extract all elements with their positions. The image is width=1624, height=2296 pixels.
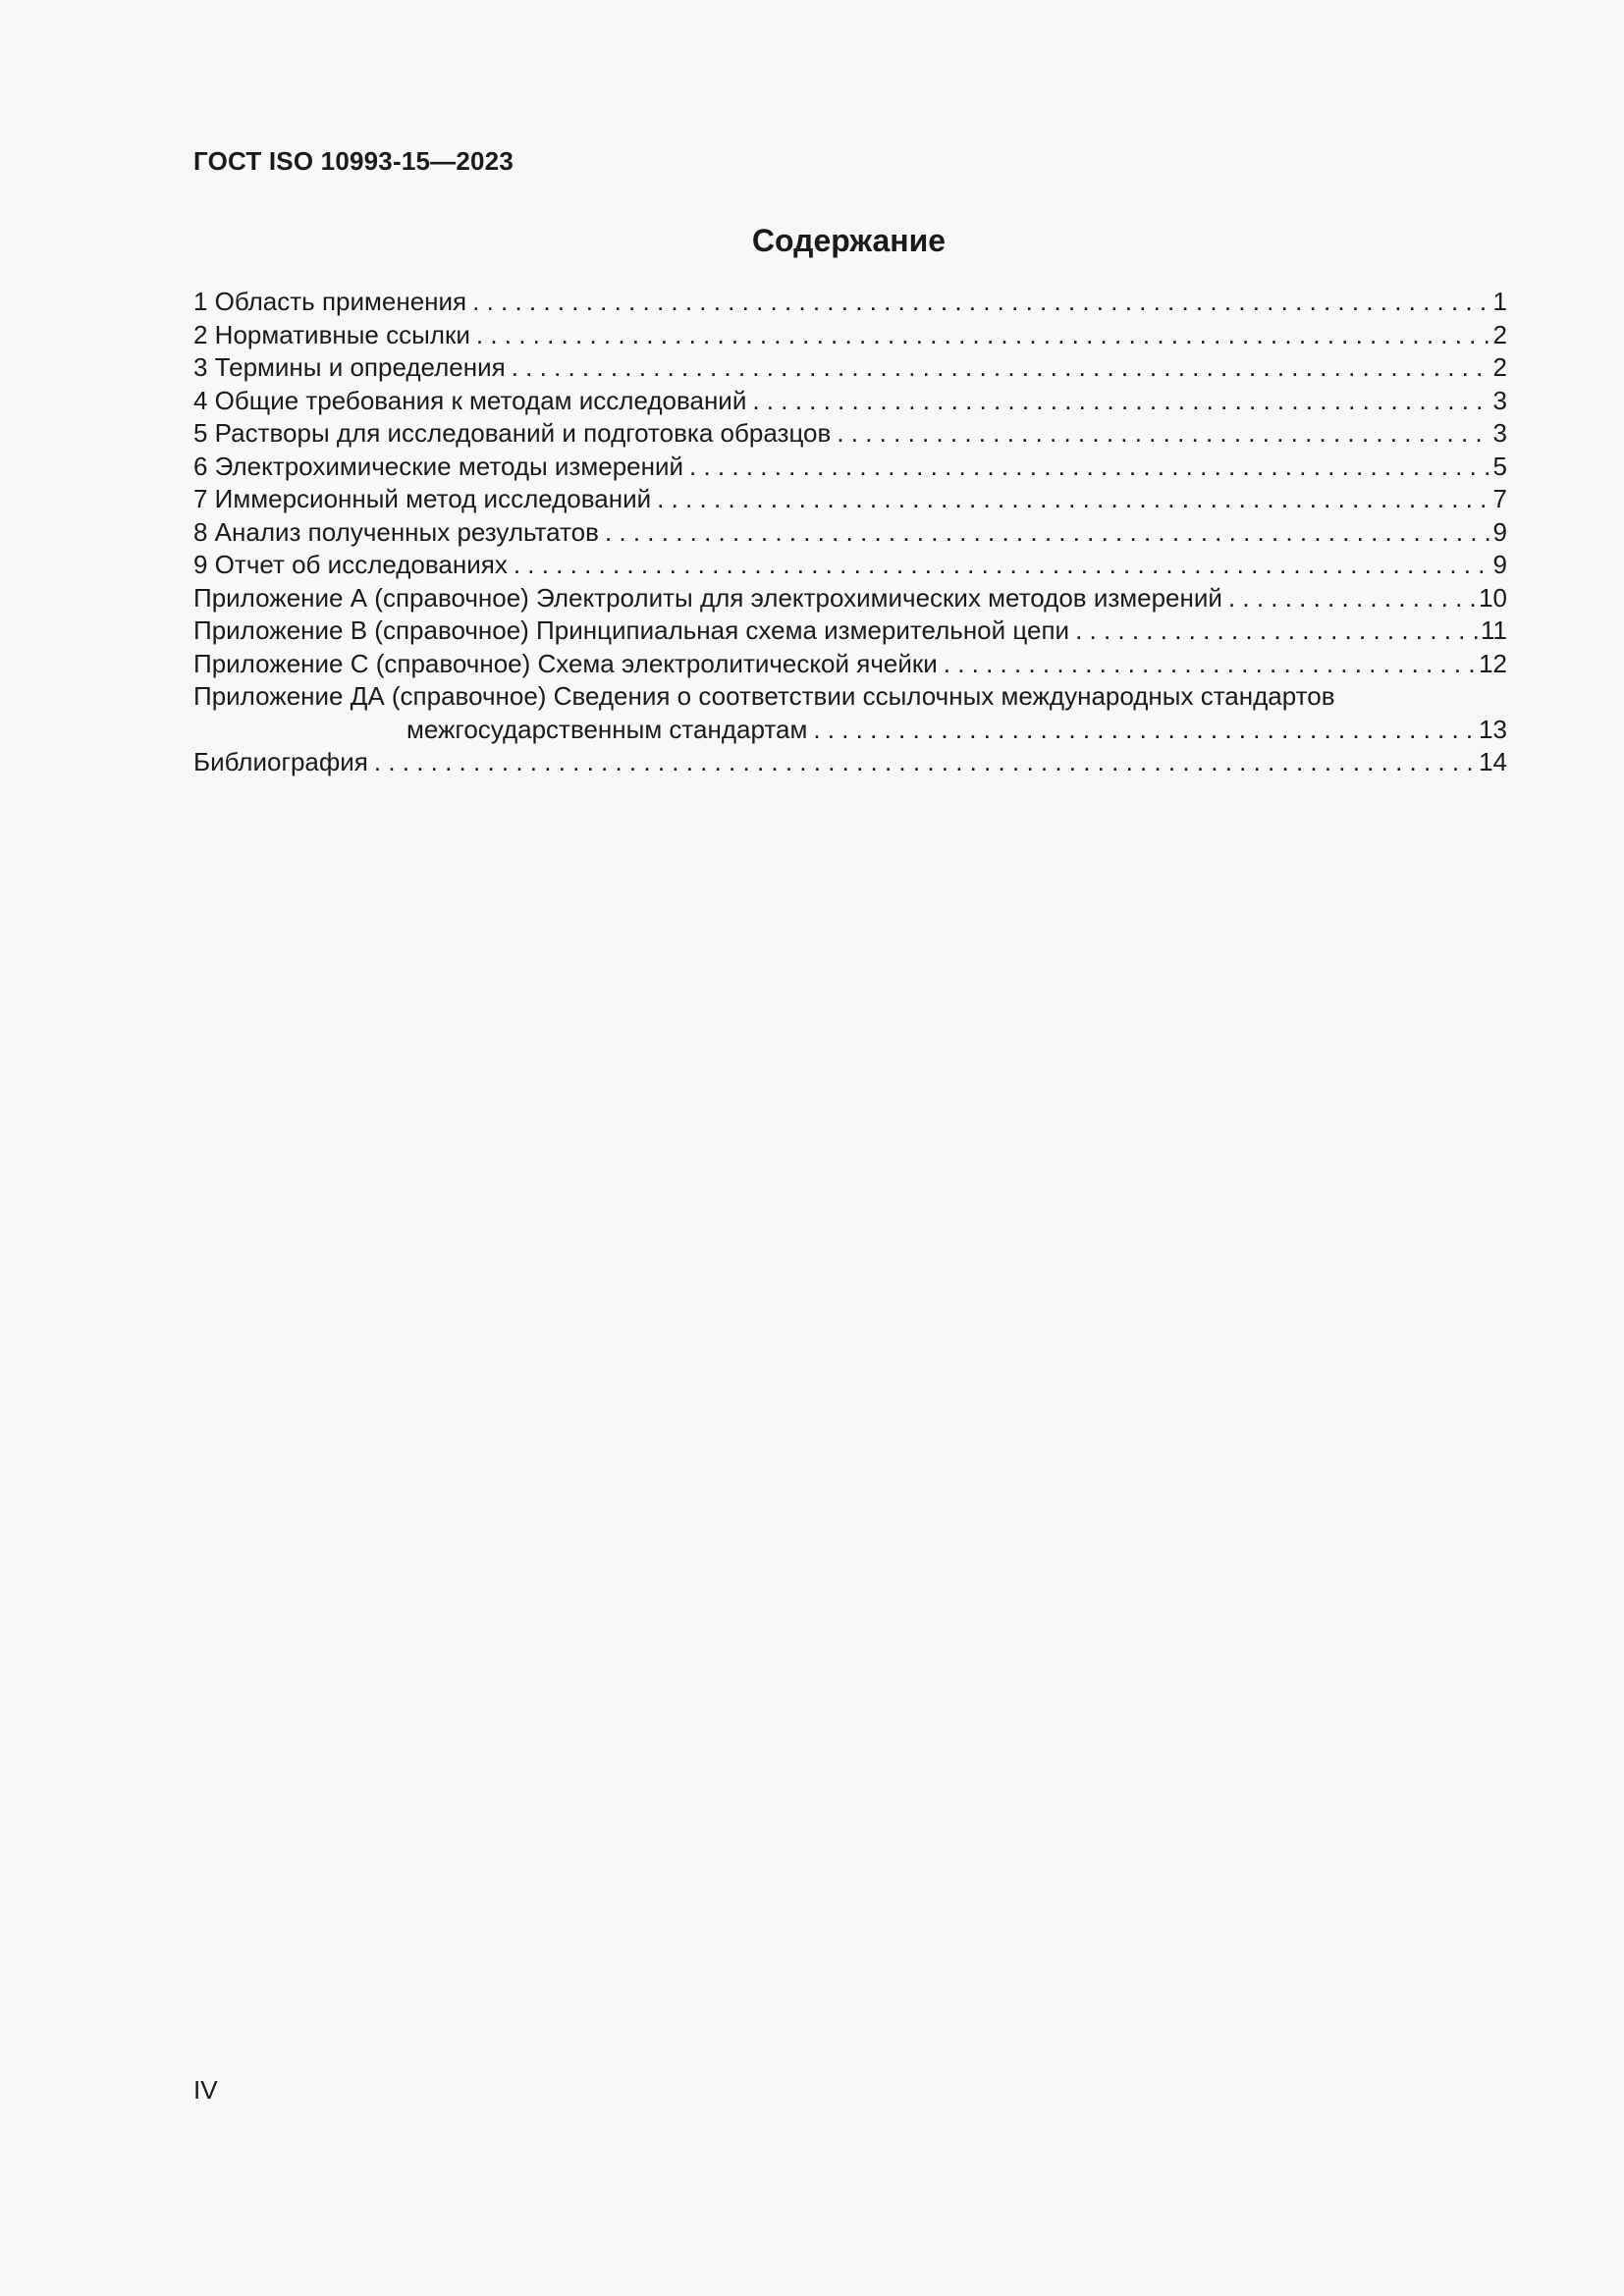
toc-entry-label: 4 Общие требования к методам исследований: [193, 385, 747, 415]
toc-entry-page: 14: [1479, 747, 1507, 776]
toc-entry-label: 5 Растворы для исследований и подготовка образцов: [193, 418, 832, 448]
dot-leader: [813, 714, 1477, 747]
toc-entry-bibliography[interactable]: [193, 746, 1507, 779]
toc-entry-label: Приложение В (справочное) Принципиальная схема измерительной цепи: [193, 615, 1070, 645]
dot-leader: [514, 549, 1491, 582]
toc-entry-page: 3: [1492, 418, 1507, 448]
toc-entry-annex-da-continuation[interactable]: [193, 714, 1507, 747]
dot-leader: [1228, 582, 1477, 615]
toc-entry-label: Приложение ДА (справочное) Сведения о соответствии ссылочных международных стандартов: [193, 681, 1335, 711]
toc-entry[interactable]: [193, 417, 1507, 451]
toc-entry[interactable]: [193, 648, 1507, 681]
dot-leader: [689, 451, 1491, 484]
toc-entry-label: 3 Термины и определения: [193, 352, 506, 382]
dot-leader: [472, 286, 1490, 319]
toc-entry-page: 3: [1492, 385, 1507, 415]
toc-entry-page: 2: [1492, 319, 1507, 349]
toc-entry-label: Приложение А (справочное) Электролиты для электрохимических методов измерений: [193, 582, 1222, 613]
toc-entry-page: 9: [1492, 550, 1507, 579]
toc-entry[interactable]: [193, 516, 1507, 550]
dot-leader: [476, 319, 1491, 352]
toc-entry[interactable]: [193, 286, 1507, 319]
dot-leader: [605, 516, 1491, 550]
toc-entry[interactable]: [193, 614, 1507, 648]
toc-entry[interactable]: [193, 351, 1507, 385]
toc-entry-label: 6 Электрохимические методы измерений: [193, 451, 684, 481]
toc-entry-page: 9: [1492, 516, 1507, 547]
toc-entry-page: 10: [1479, 582, 1507, 613]
toc-entry-page: 2: [1492, 352, 1507, 382]
toc-entry-page: 7: [1492, 484, 1507, 513]
toc-entry-label: 2 Нормативные ссылки: [193, 319, 470, 349]
dot-leader: [512, 351, 1491, 385]
toc-entry[interactable]: [193, 582, 1507, 615]
toc-entry-label: 8 Анализ полученных результатов: [193, 516, 599, 547]
toc-entry-label: Библиография: [193, 747, 368, 776]
toc-entry-label: Приложение С (справочное) Схема электролитической ячейки: [193, 648, 938, 678]
toc-entry-label: 7 Иммерсионный метод исследований: [193, 484, 652, 513]
document-code: ГОСТ ISO 10993-15—2023: [193, 146, 514, 176]
dot-leader: [752, 385, 1490, 418]
dot-leader: [1075, 614, 1479, 648]
table-of-contents: [193, 286, 1507, 779]
toc-entry[interactable]: [193, 451, 1507, 484]
toc-entry[interactable]: [193, 483, 1507, 516]
toc-entry-label: 1 Область применения: [193, 287, 467, 316]
toc-entry[interactable]: [193, 385, 1507, 418]
toc-title: Содержание: [751, 223, 947, 258]
toc-entry-annex-da[interactable]: [193, 680, 1507, 714]
dot-leader: [374, 746, 1477, 779]
toc-entry-label: межгосударственным стандартам: [406, 714, 808, 744]
toc-entry-page: 1: [1492, 287, 1507, 316]
page-number: IV: [193, 2075, 218, 2105]
toc-entry[interactable]: [193, 549, 1507, 582]
toc-entry-page: 5: [1492, 451, 1507, 481]
toc-entry[interactable]: [193, 319, 1507, 352]
dot-leader: [944, 648, 1477, 681]
toc-entry-page: 12: [1479, 648, 1507, 678]
toc-entry-page: 11: [1481, 615, 1507, 645]
toc-entry-page: 13: [1479, 714, 1507, 744]
toc-entry-label: 9 Отчет об исследованиях: [193, 550, 508, 579]
dot-leader: [837, 417, 1490, 451]
dot-leader: [657, 483, 1490, 516]
